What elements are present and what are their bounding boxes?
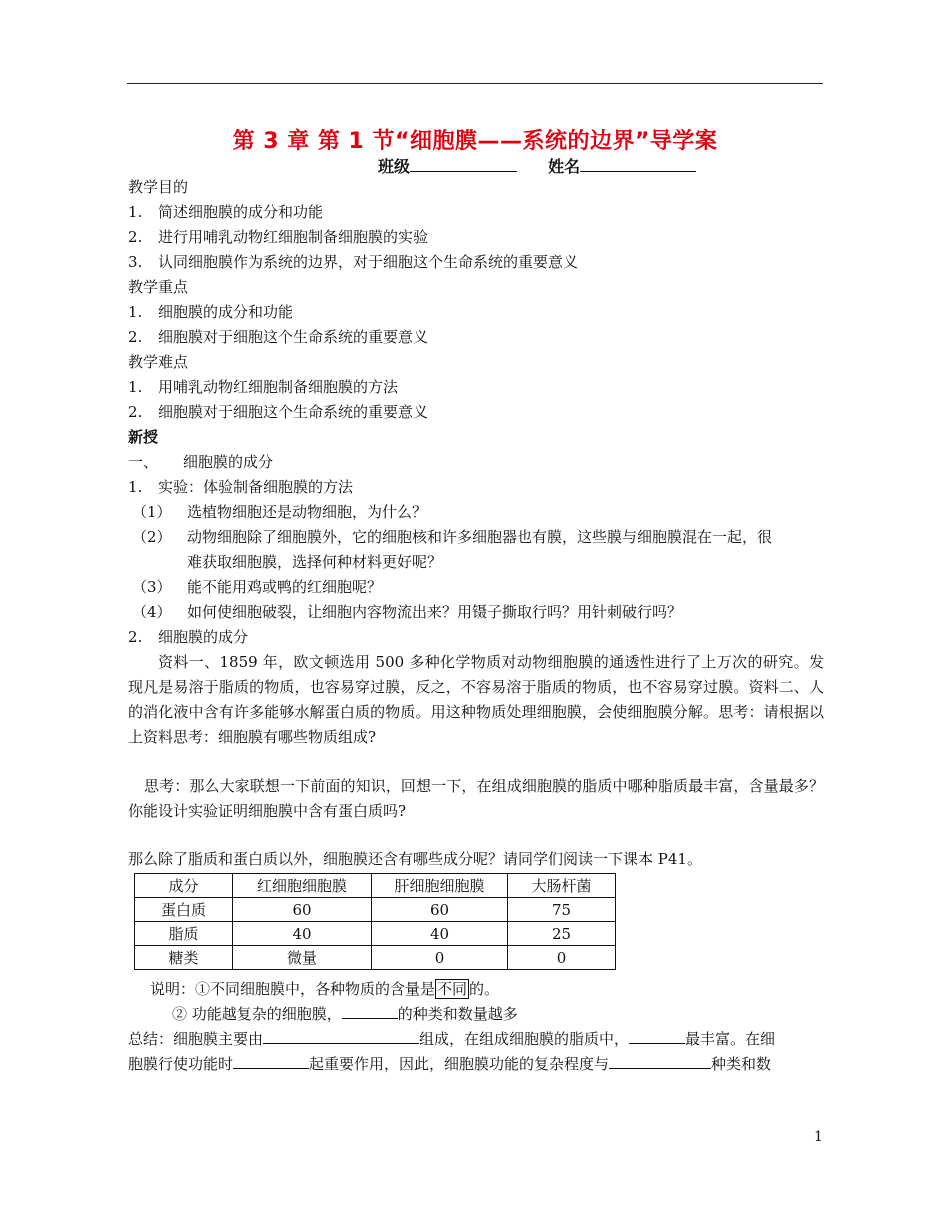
key-point-item: 1. 细胞膜的成分和功能 <box>128 303 294 321</box>
class-name-line <box>378 154 696 177</box>
class-blank[interactable] <box>410 157 517 172</box>
table-cell: 60 <box>372 898 508 922</box>
question-continuation: 难获取细胞膜，选择何种材料更好呢？ <box>187 553 443 571</box>
table-cell: 40 <box>372 922 508 946</box>
table-cell: 糖类 <box>135 946 233 970</box>
key-point-item: 2. 细胞膜对于细胞这个生命系统的重要意义 <box>128 328 429 346</box>
fill-blank[interactable] <box>609 1053 711 1069</box>
material-paragraph: 资料一、1859 年，欧文顿选用 500 多种化学物质对动物细胞膜的通透性进行了上万次的研究。发现凡是易溶于脂质的物质，也容易穿过膜，反之，不容易溶于脂质的物质，也不容易穿过膜。资料二、人的消化液中含有许多能够水解蛋白质的物质。用这种物质处理细胞膜，会使细胞膜分解。思考：请根据以上资料思考：细胞膜有哪些物质组成? <box>128 653 824 746</box>
question-item: （1） 选植物细胞还是动物细胞，为什么？ <box>132 503 428 521</box>
objective-item: 2. 进行用哺乳动物红细胞制备细胞膜的实验 <box>128 228 429 246</box>
name-label: 姓名 <box>548 157 581 176</box>
note-line-1: 说明：①不同细胞膜中，各种物质的含量是 不同 的。 <box>150 980 500 998</box>
subsection-1-heading: 1. 实验：体验制备细胞膜的方法 <box>128 478 354 496</box>
table-header-cell: 大肠杆菌 <box>508 874 616 898</box>
objective-item: 3. 认同细胞膜作为系统的边界，对于细胞这个生命系统的重要意义 <box>128 253 579 271</box>
subsection-2-heading: 2. 细胞膜的成分 <box>128 628 249 646</box>
fill-blank[interactable] <box>263 1028 419 1044</box>
document-title: 第 3 章 第 1 节“细胞膜——系统的边界”导学案 <box>232 129 718 154</box>
objective-item: 1. 简述细胞膜的成分和功能 <box>128 203 324 221</box>
new-lesson-heading: 新授 <box>128 428 159 446</box>
table-cell: 60 <box>233 898 372 922</box>
table-cell: 微量 <box>233 946 372 970</box>
difficulty-item: 2. 细胞膜对于细胞这个生命系统的重要意义 <box>128 403 429 421</box>
header-rule <box>127 83 823 84</box>
page-number: 1 <box>814 1129 823 1145</box>
question-item: （4） 如何使细胞破裂，让细胞内容物流出来？用镊子撕取行吗？用针刺破行吗？ <box>132 603 683 621</box>
table-header-cell: 成分 <box>135 874 233 898</box>
think-paragraph: 思考：那么大家联想一下前面的知识，回想一下，在组成细胞膜的脂质中哪种脂质最丰富，含量最多？你能设计实验证明细胞膜中含有蛋白质吗? <box>128 777 824 820</box>
table-row <box>135 898 616 922</box>
transition-text: 那么除了脂质和蛋白质以外，细胞膜还含有哪些成分呢？请同学们阅读一下课本 P41。 <box>128 850 702 868</box>
boxed-answer: 不同 <box>437 980 468 998</box>
table-cell: 蛋白质 <box>135 898 233 922</box>
table-header-cell: 肝细胞细胞膜 <box>372 874 508 898</box>
difficulty-item: 1. 用哺乳动物红细胞制备细胞膜的方法 <box>128 378 399 396</box>
fill-blank[interactable] <box>233 1053 309 1069</box>
fill-blank[interactable] <box>629 1028 685 1044</box>
table-cell: 25 <box>508 922 616 946</box>
table-cell: 脂质 <box>135 922 233 946</box>
objectives-heading: 教学目的 <box>128 178 189 196</box>
key-points-heading: 教学重点 <box>128 278 189 296</box>
table-header-cell: 红细胞细胞膜 <box>233 874 372 898</box>
fill-blank[interactable] <box>342 1003 398 1019</box>
summary-line-2: 胞膜行使功能时 起重要作用，因此，细胞膜功能的复杂程度与 种类和数 <box>128 1055 772 1073</box>
table-header-row <box>135 874 616 898</box>
question-item: （3） 能不能用鸡或鸭的红细胞呢？ <box>132 578 383 596</box>
question-item: （2） 动物细胞除了细胞膜外，它的细胞核和许多细胞器也有膜，这些膜与细胞膜混在一起，很 <box>132 528 773 546</box>
table-row <box>135 922 616 946</box>
difficulties-heading: 教学难点 <box>128 353 189 371</box>
table-cell: 75 <box>508 898 616 922</box>
table-cell: 0 <box>508 946 616 970</box>
membrane-composition-table <box>134 873 616 970</box>
note-line-2: ② 功能越复杂的细胞膜， 的种类和数量越多 <box>172 1005 518 1023</box>
table-cell: 0 <box>372 946 508 970</box>
class-label: 班级 <box>378 157 411 176</box>
name-blank[interactable] <box>580 157 696 172</box>
summary-line-1: 总结：细胞膜主要由 组成，在组成细胞膜的脂质中， 最丰富。在细 <box>128 1030 776 1048</box>
table-cell: 40 <box>233 922 372 946</box>
section-one-heading: 一、 细胞膜的成分 <box>128 453 274 471</box>
table-row <box>135 946 616 970</box>
